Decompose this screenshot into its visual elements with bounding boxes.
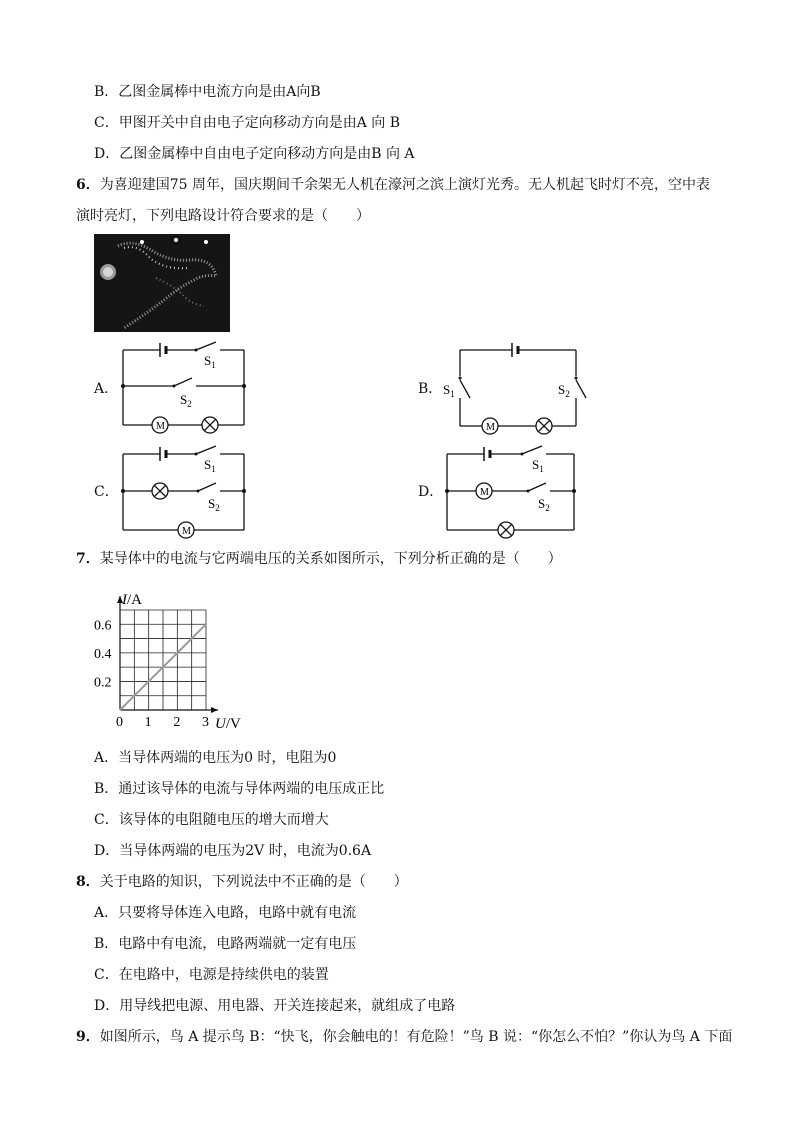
option-label-b: B． xyxy=(418,381,443,397)
x-tick-label: 1 xyxy=(144,715,152,730)
q8-option-b: B．电路中有电流，电路两端就一定有电压 xyxy=(94,936,357,952)
current-voltage-chart xyxy=(86,578,266,738)
option-d-prev: D．乙图金属棒中自由电子定向移动方向是由B 向 A xyxy=(94,146,415,162)
q7-option-d: D．当导体两端的电压为2V 时，电流为0.6A xyxy=(94,843,372,859)
switch-s1-label: $S_1$ xyxy=(204,457,216,474)
question-6-line2: 演时亮灯，下列电路设计符合要求的是（ ） xyxy=(76,208,370,224)
question-7-stem xyxy=(76,549,562,569)
motor-label: M xyxy=(156,421,165,432)
switch-s2-label: $S_2$ xyxy=(180,392,192,409)
chart-grid xyxy=(120,610,206,710)
q8-option-a: A．只要将导体连入电路，电路中就有电流 xyxy=(94,905,357,921)
circuit-d xyxy=(440,444,590,544)
question-number: 6． xyxy=(76,177,100,193)
switch-s2-label: $S_2$ xyxy=(558,382,570,399)
circuit-b xyxy=(440,340,590,440)
switch-s1-label: $S_1$ xyxy=(204,353,216,370)
option-label-a: A． xyxy=(94,381,119,397)
x-tick-label: 0 xyxy=(116,715,123,730)
question-text: 为喜迎建国75 周年，国庆期间千余架无人机在濠河之滨上演灯光秀。无人机起飞时灯不亮，空中表 xyxy=(99,177,711,193)
q8-option-c: C．在电路中，电源是持续供电的装置 xyxy=(94,967,329,983)
circuit-a xyxy=(116,340,256,440)
switch-s1-label: $S_1$ xyxy=(443,382,455,399)
option-label-d: D． xyxy=(418,484,444,500)
q7-option-c: C．该导体的电阻随电压的增大而增大 xyxy=(94,812,329,828)
question-8-stem xyxy=(76,872,408,892)
question-text: 某导体中的电流与它两端电压的关系如图所示，下列分析正确的是（ ） xyxy=(99,551,562,567)
q8-option-d: D．用导线把电源、用电器、开关连接起来，就组成了电路 xyxy=(94,998,456,1014)
question-number: 7． xyxy=(76,551,100,567)
x-axis-arrow xyxy=(211,707,218,713)
question-number: 9． xyxy=(76,1029,100,1045)
drone-dragon-photo xyxy=(94,234,230,332)
y-tick-label: 0.6 xyxy=(94,618,112,634)
option-b-prev: B．乙图金属棒中电流方向是由A向B xyxy=(94,84,321,100)
y-tick-label: 0.4 xyxy=(94,646,112,662)
y-tick-label: 0.2 xyxy=(94,675,112,691)
switch-s2-label: $S_2$ xyxy=(538,496,550,513)
question-text: 如图所示，鸟 A 提示鸟 B：“快飞，你会触电的！有危险！”鸟 B 说：“你怎么不怕？”你认为鸟 A 下面 xyxy=(99,1029,733,1045)
q7-option-b: B．通过该导体的电流与导体两端的电压成正比 xyxy=(94,781,385,797)
x-axis-label: U/V xyxy=(215,716,241,732)
switch-s2-label: $S_2$ xyxy=(208,496,220,513)
circuit-c xyxy=(116,444,256,544)
motor-label: M xyxy=(480,487,489,498)
motor-label: M xyxy=(486,422,495,433)
photo-art xyxy=(94,234,230,332)
motor-label: M xyxy=(182,526,191,537)
question-text: 关于电路的知识，下列说法中不正确的是（ ） xyxy=(99,874,408,890)
q7-option-a: A．当导体两端的电压为0 时，电阻为0 xyxy=(94,750,337,766)
question-number: 8． xyxy=(76,874,100,890)
question-6-line1 xyxy=(76,175,710,195)
x-tick-label: 3 xyxy=(202,715,209,730)
y-axis-label: I/A xyxy=(122,592,142,608)
option-c-prev: C．甲图开关中自由电子定向移动方向是由A 向 B xyxy=(94,115,401,131)
switch-s1-label: $S_1$ xyxy=(532,457,544,474)
question-9-stem xyxy=(76,1027,732,1047)
option-label-c: C． xyxy=(94,484,119,500)
x-tick-label: 2 xyxy=(173,715,181,730)
